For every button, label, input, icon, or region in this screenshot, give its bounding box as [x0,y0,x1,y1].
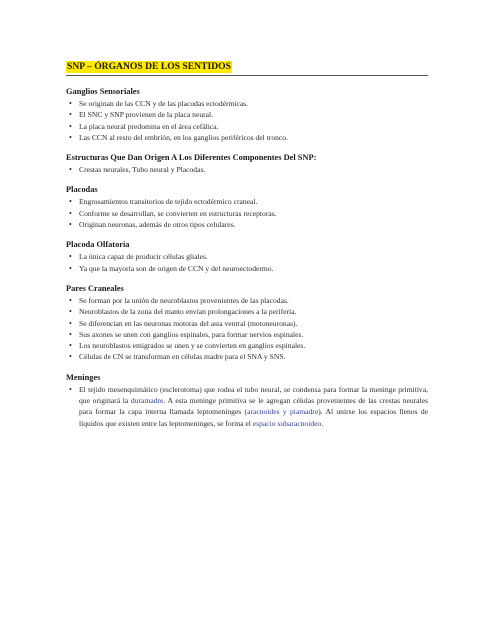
list-item: • El SNC y SNP provienen de la placa neural. [66,109,428,120]
paragraph-text: . [321,418,324,428]
list-item: • La única capaz de producir células gliales. [66,251,428,262]
section-ganglios-sensoriales [66,86,428,143]
list-item: • Se forman por la unión de neuroblastos provenientes de las placodas. [66,295,428,306]
section-heading: Estructuras Que Dan Origen A Los Diferentes Componentes Del SNP: [66,153,317,163]
title-underline [66,56,428,76]
section-estructuras [66,152,428,175]
list-item: • Las CCN al resto del embrión, en los ganglios periféricos del tronco. [66,132,428,143]
list-item: • Ya que la mayoría son de origen de CCN y del neuroectodermo. [66,263,428,274]
list-item: • Neuroblastos de la zona del manto envían prolongaciones a la periferia. [66,306,428,317]
section-meninges [66,372,428,429]
link-duramadre[interactable]: duramadre [130,396,164,406]
paragraph-text: ). Al unirse los espacios llenos de líquidos que existen entre las leptomeninges, se forma el [79,407,429,428]
list-item-paragraph [66,384,428,429]
section-placoda-olfatoria [66,239,428,274]
bullet-list [66,98,428,143]
section-heading: Ganglios Sensoriales [66,87,140,96]
list-item: • Originan neuronas, además de otros tipos celulares. [66,219,428,230]
list-item: • Crestas neurales, Tubo neural y Placodas. [66,164,428,175]
list-item: • Se originan de las CCN y de las placodas ectodérmicas. [66,98,428,109]
list-item: • La placa neural predomina en el área cefálica. [66,121,428,132]
list-item: • Sus axones se unen con ganglios espinales, para formar nervios espinales. [66,329,428,340]
link-aracnoides-piamadre[interactable]: aracnoides y piamadre [247,407,319,417]
bullet-list [66,251,428,274]
section-heading: Meninges [66,372,101,382]
paragraph-text: El tejido mesenquimático (esclerotoma) que rodea el tubo neural, se condensa para formar la meninge primitiva, que originará la [79,384,428,406]
page-title: SNP – ÓRGANOS DE LOS SENTIDOS [67,61,231,72]
paragraph-text: . A esta meninge primitiva se le agregan células provenientes de las crestas neurales para formar la capa interna llamada leptomeninges ( [79,396,428,417]
list-item: • Se diferencian en las neuronas motoras del asta ventral (motoneuronas). [66,318,428,329]
section-pares-craneales [66,283,428,363]
list-item: • Conforme se desarrollan, se convierten en estructuras receptoras. [66,208,428,219]
list-item: • Células de CN se transforman en células madre para el SNA y SNS. [66,351,428,362]
bullet-list [66,196,428,230]
list-item: • Engrosamientos transitorios de tejido ectodérmico craneal. [66,196,428,207]
section-placodas [66,184,428,230]
bullet-list [66,384,428,429]
bullet-list [66,164,428,175]
section-heading: Pares Craneales [66,283,124,293]
list-item: • Los neuroblastos emigrados se unen y se convierten en ganglios espinales. [66,340,428,351]
link-espacio-subaracnoideo[interactable]: espacio subaracnoideo [252,418,322,428]
section-heading: Placodas [66,185,98,195]
section-heading: Placoda Olfatoria [66,240,130,250]
bullet-list [66,295,428,363]
